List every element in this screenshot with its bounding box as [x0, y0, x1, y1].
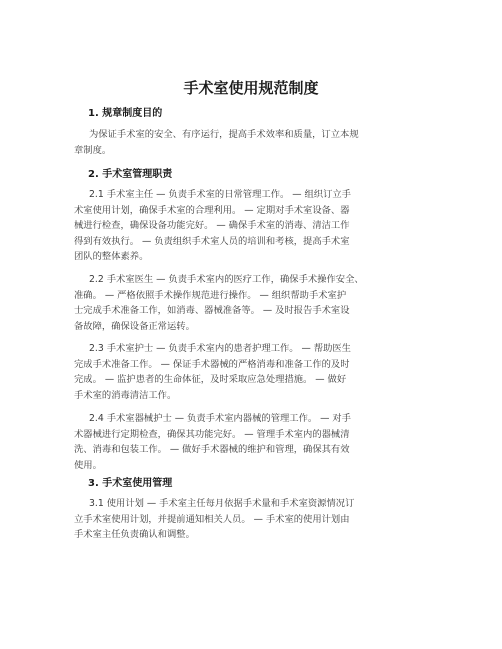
paragraph-line: 3.1 使用计划 — 手术室主任每月依据手术量和手术室资源情况订 — [89, 498, 355, 509]
section-heading-responsibilities: 2. 手术室管理职责 — [88, 169, 173, 180]
paragraph-line: 手术室的消毒清洁工作。 — [74, 389, 177, 401]
paragraph-line: 完成。 — 监护患者的生命体征，及时采取应急处理措施。 — 做好 — [74, 374, 347, 386]
paragraph-line: 2.1 手术室主任 — 负责手术室的日常管理工作。 — 组织订立手 — [89, 189, 351, 200]
paragraph-line: 2.4 手术室器械护士 — 负责手术室内器械的管理工作。 — 对手 — [89, 413, 351, 424]
paragraph-purpose — [74, 127, 434, 158]
paragraph-line: 2.3 手术室护士 — 负责手术室内的患者护理工作。 — 帮助医生 — [89, 343, 351, 354]
paragraph-line: 立手术室使用计划，并提前通知相关人员。 — 手术室的使用计划由 — [74, 513, 350, 525]
paragraph-doctor — [74, 272, 434, 334]
paragraph-line: 准确。 — 严格依照手术操作规范进行操作。 — 组织帮助手术室护 — [74, 289, 347, 301]
paragraph-usage-plan — [74, 496, 434, 543]
paragraph-line: 术室使用计划，确保手术室的合理利用。 — 定期对手术室设备、器 — [74, 204, 350, 216]
section-heading-usage: 3. 手术室使用管理 — [88, 478, 173, 489]
paragraph-line: 械进行检查，确保设备功能完好。 — 确保手术室的消毒、清洁工作 — [74, 220, 350, 232]
paragraph-line: 完成手术准备工作。 — 保证手术器械的严格消毒和准备工作的及时 — [74, 358, 350, 370]
paragraph-line: 得到有效执行。 — 负责组织手术室人员的培训和考核，提高手术室 — [74, 235, 350, 247]
paragraph-line: 手术室主任负责确认和调整。 — [74, 529, 195, 541]
paragraph-line: 为保证手术室的安全、有序运行，提高手术效率和质量，订立本规 — [89, 129, 359, 140]
paragraph-nurse — [74, 341, 434, 403]
section-heading-purpose: 1. 规章制度目的 — [88, 108, 163, 119]
paragraph-line: 使用。 — [74, 459, 102, 471]
paragraph-instrument-nurse — [74, 411, 434, 473]
paragraph-line: 术器械进行定期检查，确保其功能完好。 — 管理手术室内的器械清 — [74, 428, 350, 440]
paragraph-director — [74, 187, 434, 265]
paragraph-line: 2.2 手术室医生 — 负责手术室内的医疗工作，确保手术操作安全、 — [89, 274, 364, 285]
paragraph-line: 士完成手术准备工作，如消毒、器械准备等。 — 及时报告手术室设 — [74, 305, 350, 317]
paragraph-line: 团队的整体素养。 — [74, 251, 149, 263]
paragraph-line: 备故障，确保设备正常运转。 — [74, 320, 195, 332]
paragraph-line: 章制度。 — [74, 144, 112, 156]
document-title: 手术室使用规范制度 — [183, 79, 319, 97]
paragraph-line: 洗、消毒和包装工作。 — 做好手术器械的维护和管理，确保其有效 — [74, 444, 350, 456]
